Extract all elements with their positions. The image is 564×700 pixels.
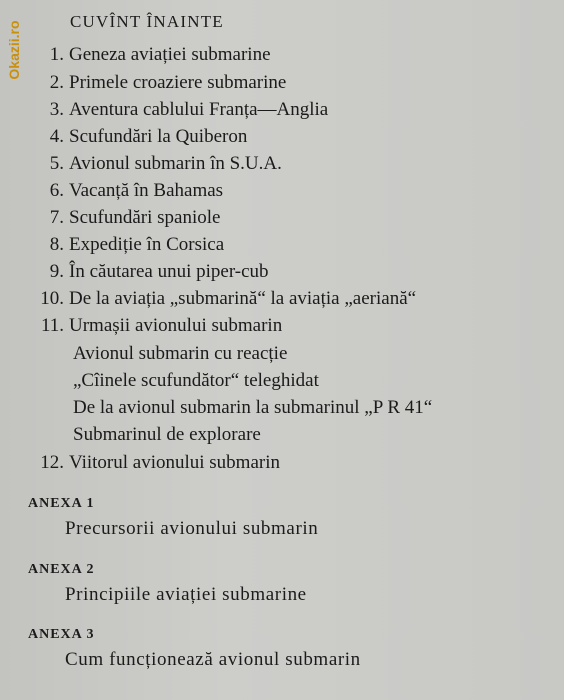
chapter-number: 8. (49, 234, 64, 255)
toc-subsection-3: De la avionul submarin la submarinul „P R 41“ (73, 397, 433, 418)
chapter-number: 12. (40, 452, 64, 473)
annex-title-2: Principiile aviației submarine (65, 584, 307, 605)
chapter-title: De la aviația „submarină“ la aviația „aeriană“ (69, 288, 417, 309)
toc-subsection-2: „Cîinele scufundător“ teleghidat (73, 370, 319, 391)
chapter-number: 5. (49, 153, 64, 174)
chapter-number: 10. (40, 288, 64, 309)
annex-label-3: ANEXA 3 (28, 627, 95, 642)
chapter-number: 2. (49, 72, 64, 93)
chapter-title: Expediție în Corsica (69, 234, 225, 255)
chapter-title: Geneza aviației submarine (69, 44, 271, 65)
chapter-title: Urmașii avionului submarin (69, 315, 283, 336)
chapter-title: Avionul submarin în S.U.A. (69, 153, 282, 174)
annex-title-3: Cum funcționează avionul submarin (65, 649, 361, 670)
chapter-number: 9. (49, 261, 64, 282)
watermark-text: Okazii.ro (6, 20, 22, 80)
chapter-title: Scufundări spaniole (69, 207, 221, 228)
annex-label-2: ANEXA 2 (28, 562, 95, 577)
chapter-number: 4. (49, 126, 64, 147)
toc-subsection-1: Avionul submarin cu reacție (73, 343, 288, 364)
annex-label-1: ANEXA 1 (28, 496, 95, 511)
chapter-number: 6. (49, 180, 64, 201)
chapter-title: Scufundări la Quiberon (69, 126, 248, 147)
chapter-title: Primele croaziere submarine (69, 72, 287, 93)
chapter-title: Aventura cablului Franța—Anglia (69, 99, 329, 120)
chapter-number: 3. (49, 99, 64, 120)
chapter-number: 7. (49, 207, 64, 228)
chapter-title: Vacanță în Bahamas (69, 180, 224, 201)
chapter-title: În căutarea unui piper-cub (69, 261, 269, 282)
chapter-number: 1. (49, 44, 64, 65)
chapter-title: Viitorul avionului submarin (69, 452, 281, 473)
chapter-number: 11. (40, 315, 64, 336)
toc-subsection-4: Submarinul de explorare (73, 424, 261, 445)
foreword-heading: CUVÎNT ÎNAINTE (70, 12, 224, 31)
annex-title-1: Precursorii avionului submarin (65, 518, 319, 539)
